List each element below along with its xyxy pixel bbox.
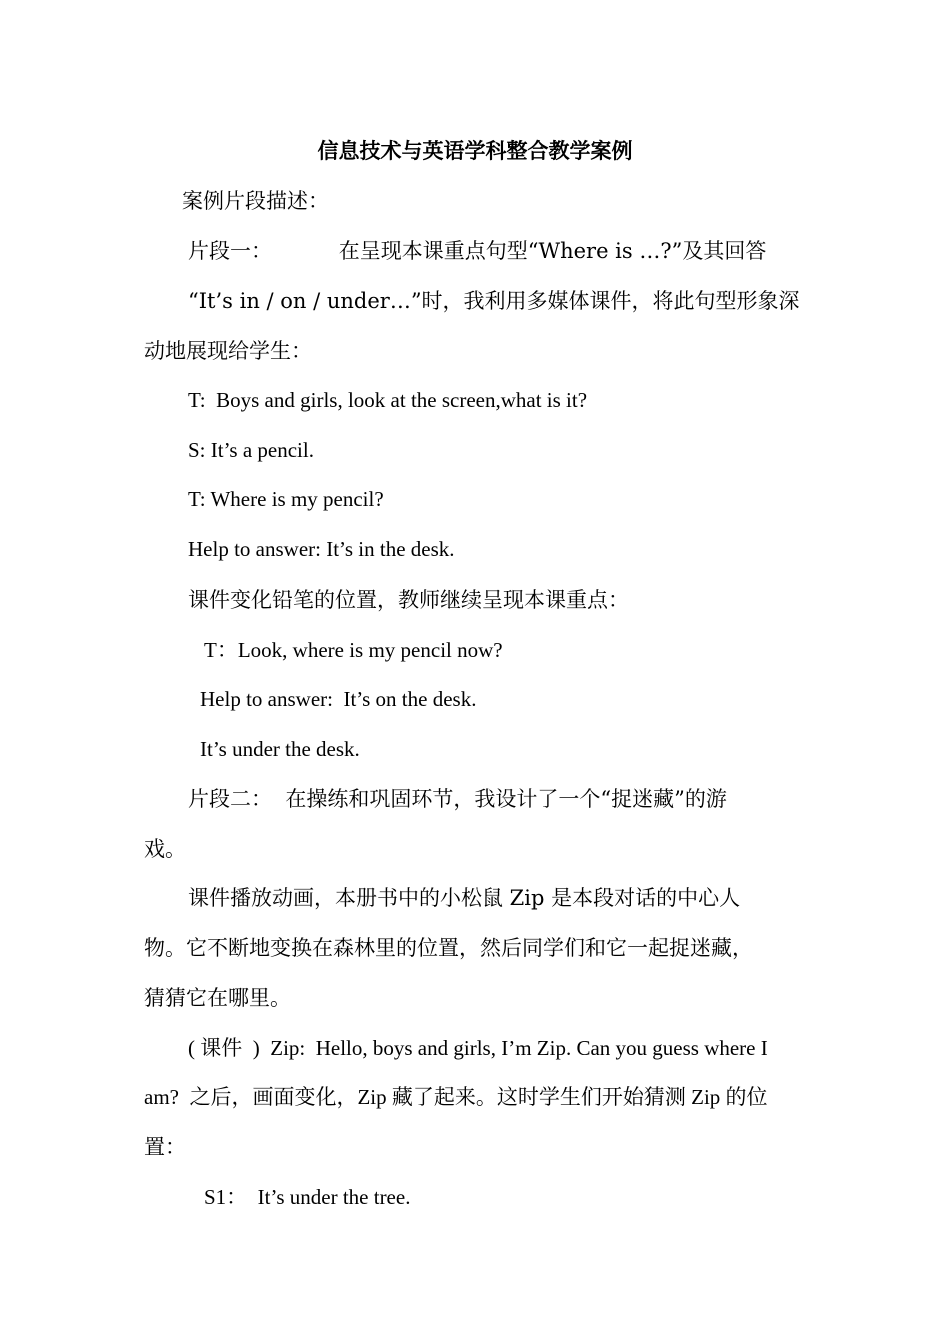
dialogue-line: T：Look, where is my pencil now? [204, 638, 503, 662]
paragraph-line: 置： [144, 1135, 186, 1159]
paragraph-line: “It’s in / on / under…”时，我利用多媒体课件，将此句型形象深 [188, 289, 800, 313]
dialogue-line: S1： It’s under the tree. [204, 1185, 411, 1209]
paragraph-line: 戏。 [144, 837, 186, 861]
dialogue-line: It’s under the desk. [200, 737, 360, 761]
dialogue-line: Help to answer: It’s on the desk. [200, 687, 477, 711]
paragraph-line: ( 课件 ) Zip: Hello, boys and girls, I’m Zip. Can you guess where I [188, 1036, 768, 1060]
dialogue-line: T: Boys and girls, look at the screen,what is it? [188, 388, 588, 412]
paragraph-line: am? 之后，画面变化，Zip 藏了起来。这时学生们开始猜测 Zip 的位 [144, 1085, 768, 1109]
dialogue-line: S: It’s a pencil. [188, 438, 314, 462]
paragraph-line: 课件播放动画，本册书中的小松鼠 Zip 是本段对话的中心人 [188, 886, 741, 910]
paragraph-line: 猜猜它在哪里。 [144, 986, 291, 1010]
document-title: 信息技术与英语学科整合教学案例 [317, 138, 633, 163]
section-heading: 案例片段描述： [182, 189, 329, 213]
dialogue-line: T: Where is my pencil? [188, 487, 384, 511]
paragraph-line: 动地展现给学生： [144, 339, 312, 363]
dialogue-line: Help to answer: It’s in the desk. [188, 537, 455, 561]
paragraph-line: 课件变化铅笔的位置，教师继续呈现本课重点： [188, 588, 629, 612]
paragraph-line: 片段一： 在呈现本课重点句型“Where is …?”及其回答 [188, 239, 767, 263]
paragraph-line: 片段二： 在操练和巩固环节，我设计了一个“捉迷藏”的游 [188, 787, 727, 811]
paragraph-line: 物。它不断地变换在森林里的位置，然后同学们和它一起捉迷藏， [144, 936, 753, 960]
